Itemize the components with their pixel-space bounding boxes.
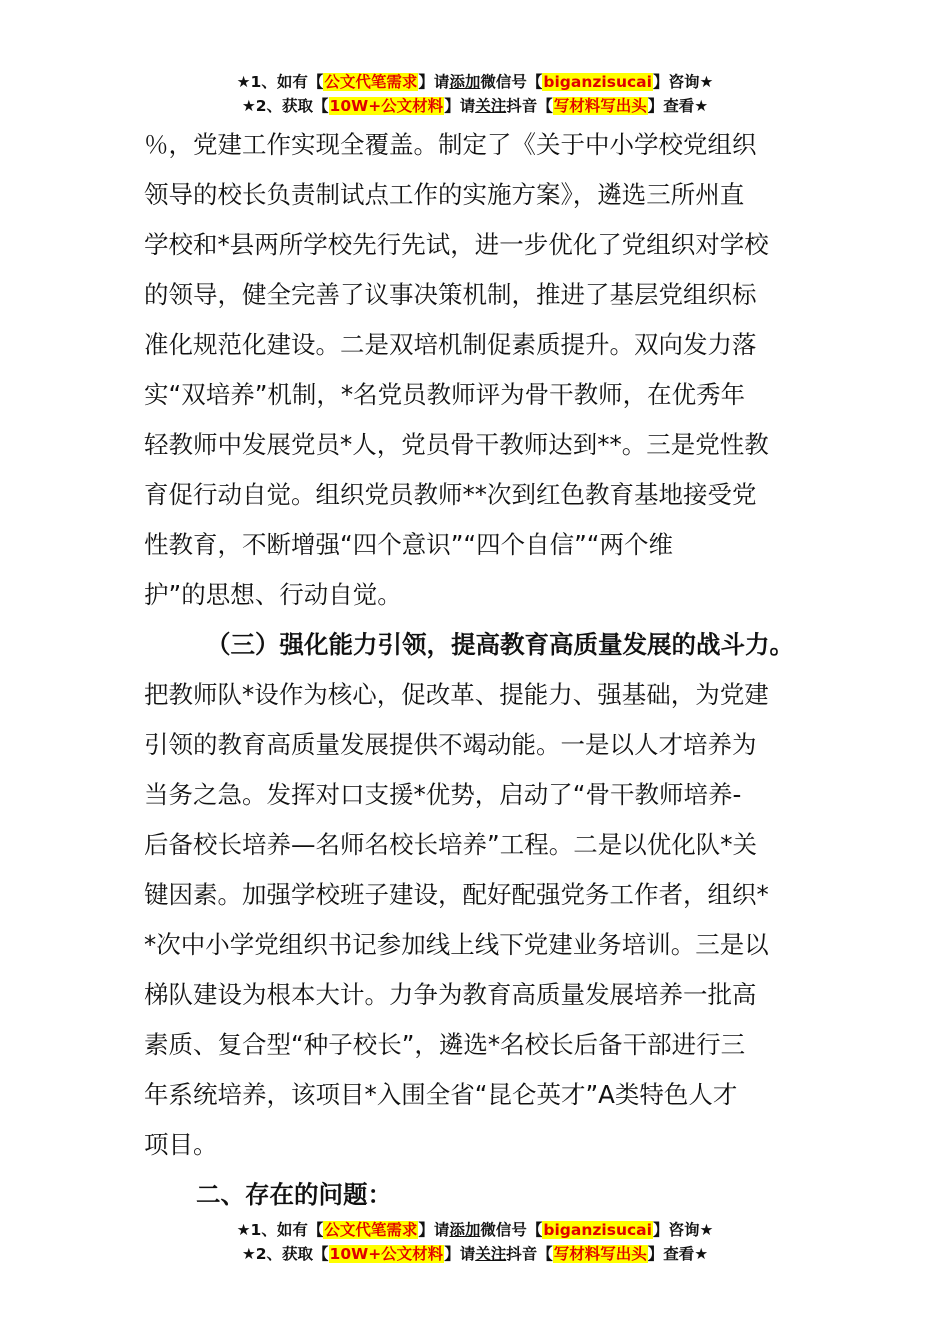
highlight-materials: 10W+公文材料 — [329, 1245, 444, 1263]
banner-text: 】请 — [418, 1221, 450, 1239]
banner-text: 】咨询★ — [652, 73, 714, 91]
banner-text: 】咨询★ — [652, 1221, 714, 1239]
banner-underline: 关注 — [475, 97, 507, 115]
paragraph-line: ％，党建工作实现全覆盖。制定了《关于中小学校党组织 — [144, 130, 757, 159]
paragraph-line: 准化规范化建设。二是双培机制促素质提升。双向发力落 — [144, 330, 757, 359]
banner-text: ★1、如有【 — [236, 73, 324, 91]
paragraph-line: 后备校长培养—名师名校长培养”工程。二是以优化队*关 — [144, 830, 757, 859]
paragraph-line: 轻教师中发展党员*人，党员骨干教师达到**。三是党性教 — [144, 430, 769, 459]
paragraph-line: 年系统培养，该项目*入围全省“昆仑英才”A类特色人才 — [144, 1080, 738, 1109]
banner-text: 抖音【 — [506, 1245, 553, 1263]
footer-banner — [0, 1218, 950, 1266]
banner-text: 】查看★ — [647, 1245, 709, 1263]
highlight-wechat-id: biganzisucai — [543, 1221, 652, 1239]
paragraph-line: 素质、复合型“种子校长”，遴选*名校长后备干部进行三 — [144, 1030, 746, 1059]
header-banner — [0, 70, 950, 118]
highlight-wechat-id: biganzisucai — [543, 73, 652, 91]
highlight-douyin: 写材料写出头 — [553, 97, 647, 115]
banner-text: 】查看★ — [647, 97, 709, 115]
document-body — [144, 120, 824, 1220]
banner-line-1 — [0, 1218, 950, 1242]
paragraph-line: 护”的思想、行动自觉。 — [144, 580, 402, 609]
highlight-materials: 10W+公文材料 — [329, 97, 444, 115]
banner-underline: 添加 — [449, 73, 481, 91]
banner-underline: 添加 — [449, 1221, 481, 1239]
paragraph-line: 梯队建设为根本大计。力争为教育高质量发展培养一批高 — [144, 980, 757, 1009]
paragraph-line: 性教育，不断增强“四个意识”“四个自信”“两个维 — [144, 530, 673, 559]
paragraph-line: *次中小学党组织书记参加线上线下党建业务培训。三是以 — [144, 930, 769, 959]
paragraph-line: 领导的校长负责制试点工作的实施方案》，遴选三所州直 — [144, 180, 745, 209]
paragraph-line: 实“双培养”机制，*名党员教师评为骨干教师，在优秀年 — [144, 380, 746, 409]
section-heading-3: （三）强化能力引领，提高教育高质量发展的战斗力。 — [206, 630, 794, 659]
paragraph-line: 的领导，健全完善了议事决策机制，推进了基层党组织标 — [144, 280, 757, 309]
banner-line-1 — [0, 70, 950, 94]
paragraph-line: 引领的教育高质量发展提供不竭动能。一是以人才培养为 — [144, 730, 757, 759]
banner-underline: 关注 — [475, 1245, 507, 1263]
highlight-service: 公文代笔需求 — [324, 73, 418, 91]
section-heading-2: 二、存在的问题： — [196, 1180, 392, 1209]
banner-text: ★2、获取【 — [241, 97, 329, 115]
banner-text: 微信号【 — [480, 73, 543, 91]
banner-line-2 — [0, 1242, 950, 1266]
banner-text: 】请 — [444, 1245, 476, 1263]
banner-text: 微信号【 — [480, 1221, 543, 1239]
banner-text: 】请 — [418, 73, 450, 91]
banner-text: 抖音【 — [506, 97, 553, 115]
banner-text: ★1、如有【 — [236, 1221, 324, 1239]
highlight-douyin: 写材料写出头 — [553, 1245, 647, 1263]
paragraph-line: 把教师队*设作为核心，促改革、提能力、强基础，为党建 — [144, 680, 769, 709]
paragraph-line: 学校和*县两所学校先行先试，进一步优化了党组织对学校 — [144, 230, 769, 259]
highlight-service: 公文代笔需求 — [324, 1221, 418, 1239]
paragraph-line: 育促行动自觉。组织党员教师**次到红色教育基地接受党 — [144, 480, 757, 509]
paragraph-line: 当务之急。发挥对口支援*优势，启动了“骨干教师培养- — [144, 780, 742, 809]
banner-text: ★2、获取【 — [241, 1245, 329, 1263]
paragraph-line: 键因素。加强学校班子建设，配好配强党务工作者，组织* — [144, 880, 769, 909]
paragraph-line: 项目。 — [144, 1130, 218, 1159]
banner-line-2 — [0, 94, 950, 118]
banner-text: 】请 — [444, 97, 476, 115]
